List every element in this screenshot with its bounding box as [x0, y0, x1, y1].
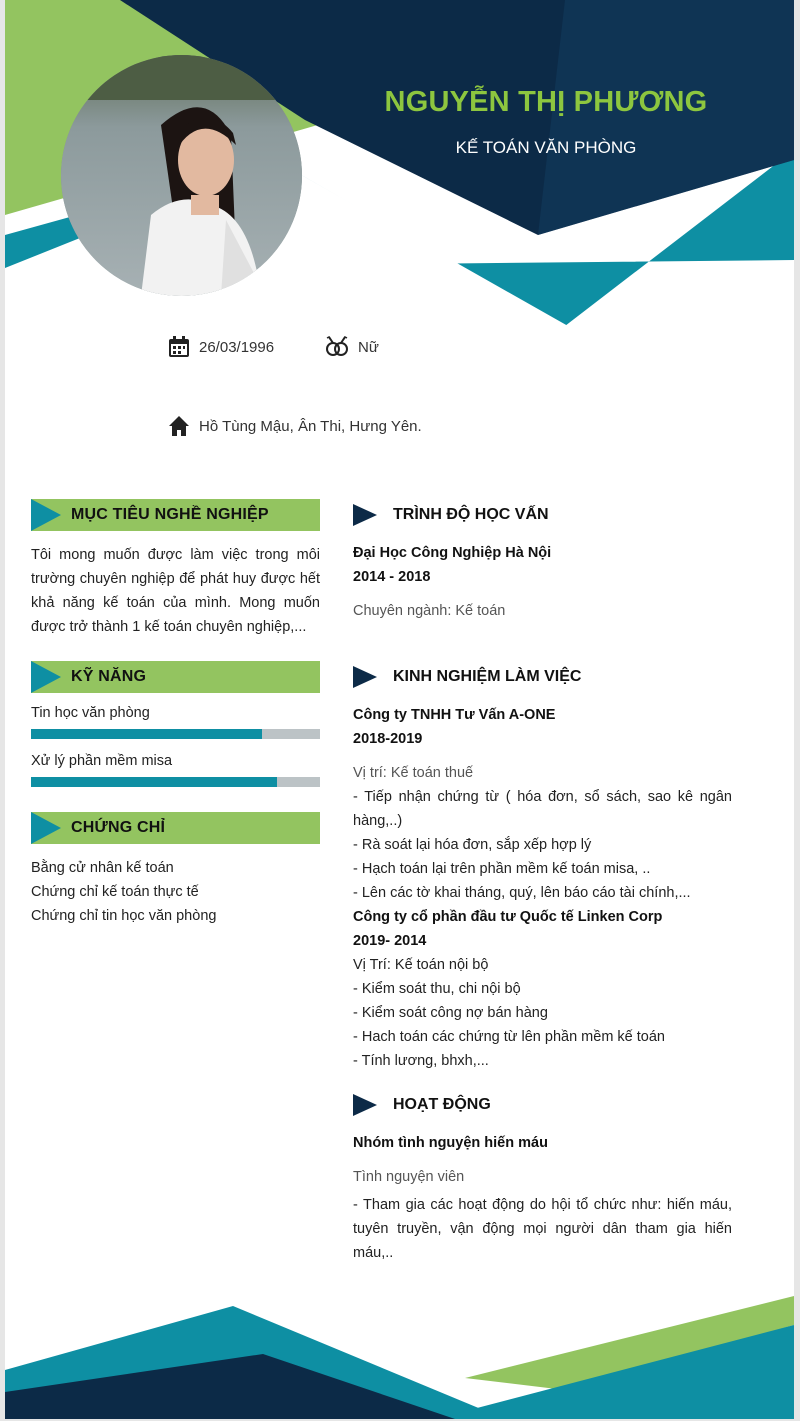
job-duty: - Rà soát lại hóa đơn, sắp xếp hợp lý — [353, 837, 592, 853]
activities-heading — [353, 1089, 732, 1121]
objective-text: Tôi mong muốn được làm việc trong môi trường chuyên nghiệp để phát huy được hết khả năng kế toán của mình. Mong muốn được trở thành 1 kế toán chuyên nghiệp,... — [31, 547, 320, 635]
school-name: Đại Học Công Nghiệp Hà Nội — [353, 545, 552, 561]
heading-arrow-icon — [353, 1094, 379, 1118]
calendar-icon — [168, 336, 190, 358]
job-company: Công ty TNHH Tư Vấn A-ONE — [353, 707, 556, 723]
education-major: Chuyên ngành: Kế toán — [353, 603, 506, 619]
skill-name: Tin học văn phòng — [31, 705, 150, 721]
certificates-heading-label: CHỨNG CHỈ — [71, 819, 166, 836]
job-position: Vị trí: Kế toán thuế — [353, 765, 474, 781]
heading-arrow-icon — [353, 666, 379, 690]
activity-role: Tình nguyện viên — [353, 1169, 465, 1185]
job-duty: - Hach toán các chứng từ lên phần mềm kế toán — [353, 1029, 665, 1045]
job-years: 2018-2019 — [353, 731, 423, 747]
job-duty: - Kiểm soát công nợ bán hàng — [353, 1005, 548, 1021]
activities-heading-label: HOẠT ĐỘNG — [393, 1096, 491, 1113]
skill-name: Xử lý phần mềm misa — [31, 753, 173, 769]
address-value: Hồ Tùng Mậu, Ân Thi, Hưng Yên. — [199, 417, 422, 435]
certificates-heading — [31, 812, 320, 844]
skill-bar — [31, 777, 320, 787]
avatar — [61, 55, 302, 296]
left-column — [31, 499, 320, 928]
activity-group: Nhóm tình nguyện hiến máu — [353, 1135, 548, 1151]
skills-heading-label: KỸ NĂNG — [71, 668, 147, 685]
gender — [325, 336, 379, 358]
education-years: 2014 - 2018 — [353, 569, 431, 585]
address — [168, 415, 422, 437]
job-years: 2019- 2014 — [353, 933, 427, 949]
profile-photo — [61, 55, 302, 296]
heading-arrow-icon — [353, 504, 379, 528]
certificate-item: Chứng chỉ kế toán thực tế — [31, 884, 199, 900]
job-duty: - Hạch toán lại trên phần mềm kế toán misa, .. — [353, 861, 651, 877]
heading-arrow-icon — [31, 499, 63, 531]
skill-bar — [31, 729, 320, 739]
objective-heading — [31, 499, 320, 531]
heading-arrow-icon — [31, 812, 63, 844]
objective-heading-label: MỤC TIÊU NGHỀ NGHIỆP — [71, 506, 269, 523]
gender-value: Nữ — [358, 338, 379, 356]
job-title: KẾ TOÁN VĂN PHÒNG — [455, 138, 637, 157]
job-duty: - Lên các tờ khai tháng, quý, lên báo cáo tài chính,... — [353, 885, 691, 901]
skills-heading — [31, 661, 320, 693]
home-icon — [168, 415, 190, 437]
experience-heading-label: KINH NGHIỆM LÀM VIỆC — [393, 668, 582, 685]
certificate-item: Bằng cử nhân kế toán — [31, 860, 174, 876]
job-duty: - Kiểm soát thu, chi nội bộ — [353, 981, 521, 997]
gender-icon — [325, 336, 349, 358]
dob-value: 26/03/1996 — [199, 338, 275, 356]
experience-heading — [353, 661, 732, 693]
job-duty: - Tiếp nhận chứng từ ( hóa đơn, sổ sách, sao kê ngân hàng,..) — [353, 789, 732, 829]
resume-page — [5, 0, 794, 1419]
skill-bar-fill — [31, 729, 262, 739]
education-heading-label: TRÌNH ĐỘ HỌC VẤN — [393, 506, 549, 523]
job-position: Vị Trí: Kế toán nội bộ — [353, 957, 489, 973]
candidate-name: NGUYỄN THỊ PHƯƠNG — [384, 86, 708, 118]
skill-bar-fill — [31, 777, 277, 787]
job-company: Công ty cổ phần đầu tư Quốc tế Linken Corp — [353, 909, 663, 925]
date-of-birth — [168, 336, 274, 358]
activity-text: - Tham gia các hoạt động do hội tổ chức như: hiến máu, tuyên truyền, vận động mọi người dân tham gia hiến máu,.. — [353, 1197, 732, 1261]
right-column — [353, 499, 732, 1265]
certificate-item: Chứng chỉ tin học văn phòng — [31, 908, 217, 924]
education-heading — [353, 499, 732, 531]
job-duty: - Tính lương, bhxh,... — [353, 1053, 489, 1069]
footer-decoration — [5, 1290, 794, 1419]
heading-arrow-icon — [31, 661, 63, 693]
